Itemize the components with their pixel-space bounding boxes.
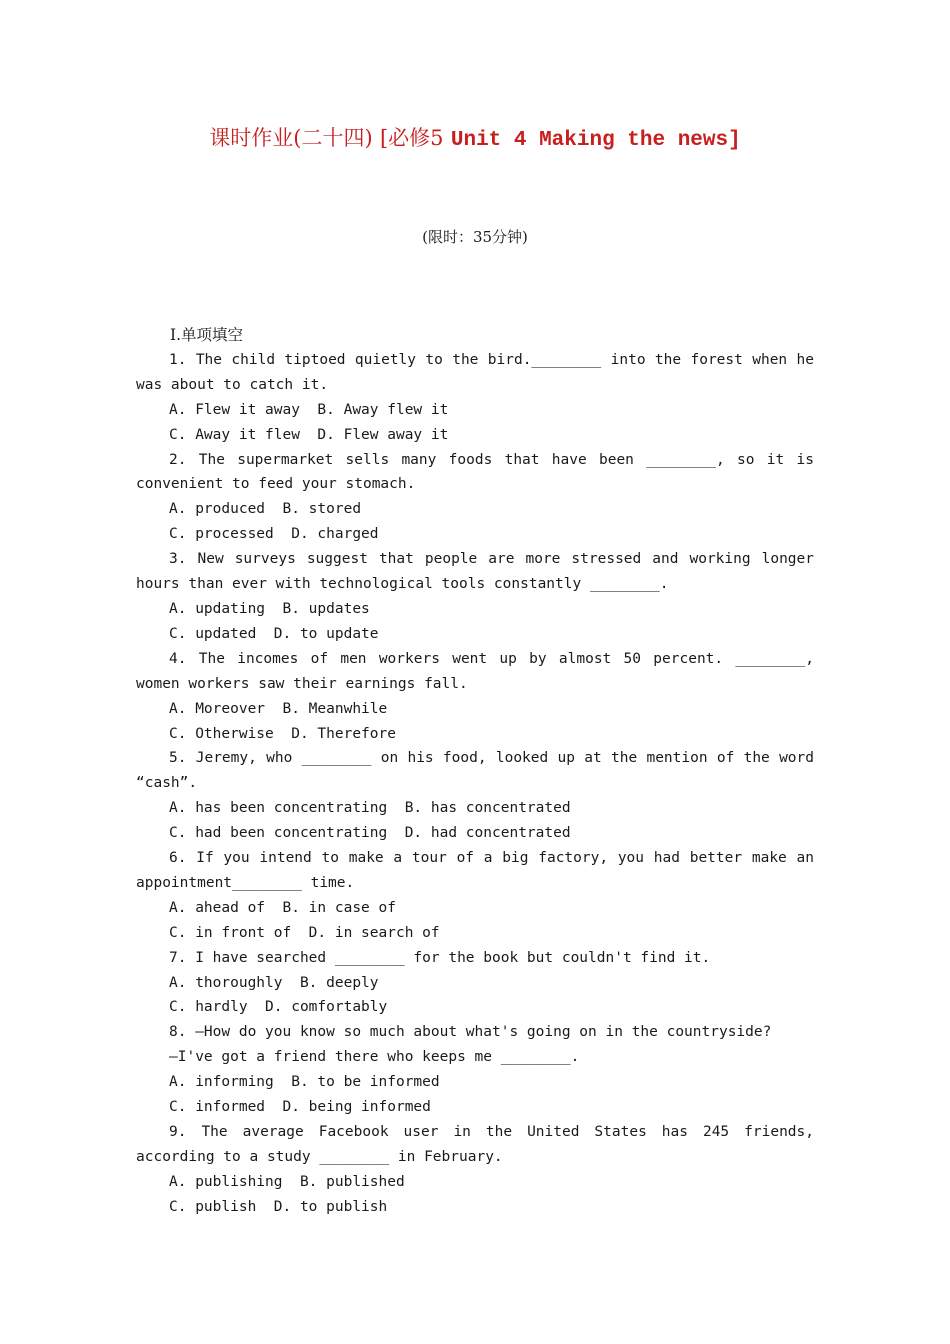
option-line: A. produced B. stored bbox=[169, 501, 362, 518]
question-stem: 5. Jeremy, who ________ on his food, looked up at the mention of the word “cash”. bbox=[136, 750, 814, 792]
question-stem: 3. New surveys suggest that people are more stressed and working longer hours than ever with technological tools constantly ________. bbox=[136, 551, 814, 593]
option-line: C. in front of D. in search of bbox=[169, 924, 440, 941]
page-title bbox=[0, 122, 950, 152]
exercise-body bbox=[136, 323, 814, 1220]
option-line: C. hardly D. comfortably bbox=[169, 999, 388, 1016]
question-stem: 7. I have searched ________ for the book but couldn't find it. bbox=[169, 949, 711, 966]
question-2 bbox=[136, 448, 814, 548]
question-7 bbox=[136, 946, 814, 1021]
option-line: A. Moreover B. Meanwhile bbox=[169, 700, 388, 717]
option-line: A. updating B. updates bbox=[169, 600, 370, 617]
question-stem: 1. The child tiptoed quietly to the bird.________ into the forest when he was about to catch it. bbox=[136, 351, 814, 393]
option-line: A. has been concentrating B. has concentrated bbox=[169, 800, 571, 817]
option-line: C. processed D. charged bbox=[169, 526, 379, 543]
title-chinese: 课时作业(二十四) bbox=[209, 126, 373, 150]
question-stem: 8. —How do you know so much about what's going on in the countryside? bbox=[169, 1024, 772, 1041]
question-stem: 4. The incomes of men workers went up by almost 50 percent. ________, women workers saw their earnings fall. bbox=[136, 650, 814, 692]
question-4 bbox=[136, 647, 814, 747]
dialogue-reply: —I've got a friend there who keeps me ________. bbox=[169, 1049, 580, 1066]
question-stem: 6. If you intend to make a tour of a big factory, you had better make an appointment________ time. bbox=[136, 850, 814, 891]
option-line: C. updated D. to update bbox=[169, 625, 379, 642]
option-line: A. thoroughly B. deeply bbox=[169, 974, 379, 991]
title-bracket: [必修5 bbox=[379, 126, 444, 150]
time-limit: (限时：35分钟) bbox=[422, 228, 528, 246]
question-8 bbox=[136, 1020, 814, 1120]
section-heading: Ⅰ.单项填空 bbox=[170, 326, 244, 344]
option-line: A. ahead of B. in case of bbox=[169, 899, 396, 916]
option-line: C. Away it flew D. Flew away it bbox=[169, 426, 449, 443]
option-line: C. Otherwise D. Therefore bbox=[169, 725, 396, 742]
question-5 bbox=[136, 746, 814, 846]
option-line: C. informed D. being informed bbox=[169, 1099, 431, 1116]
option-line: C. publish D. to publish bbox=[169, 1198, 388, 1215]
option-line: C. had been concentrating D. had concentrated bbox=[169, 825, 571, 842]
question-3 bbox=[136, 547, 814, 647]
question-1 bbox=[136, 348, 814, 448]
title-unit: Unit 4 Making the news] bbox=[450, 129, 741, 152]
option-line: A. publishing B. published bbox=[169, 1173, 405, 1190]
question-6 bbox=[136, 846, 814, 946]
question-stem: 2. The supermarket sells many foods that have been ________, so it is convenient to feed your stomach. bbox=[136, 451, 814, 493]
question-stem: 9. The average Facebook user in the United States has 245 friends, according to a study ________ in February. bbox=[136, 1124, 814, 1165]
option-line: A. Flew it away B. Away flew it bbox=[169, 401, 449, 418]
question-9 bbox=[136, 1120, 814, 1220]
option-line: A. informing B. to be informed bbox=[169, 1074, 440, 1091]
